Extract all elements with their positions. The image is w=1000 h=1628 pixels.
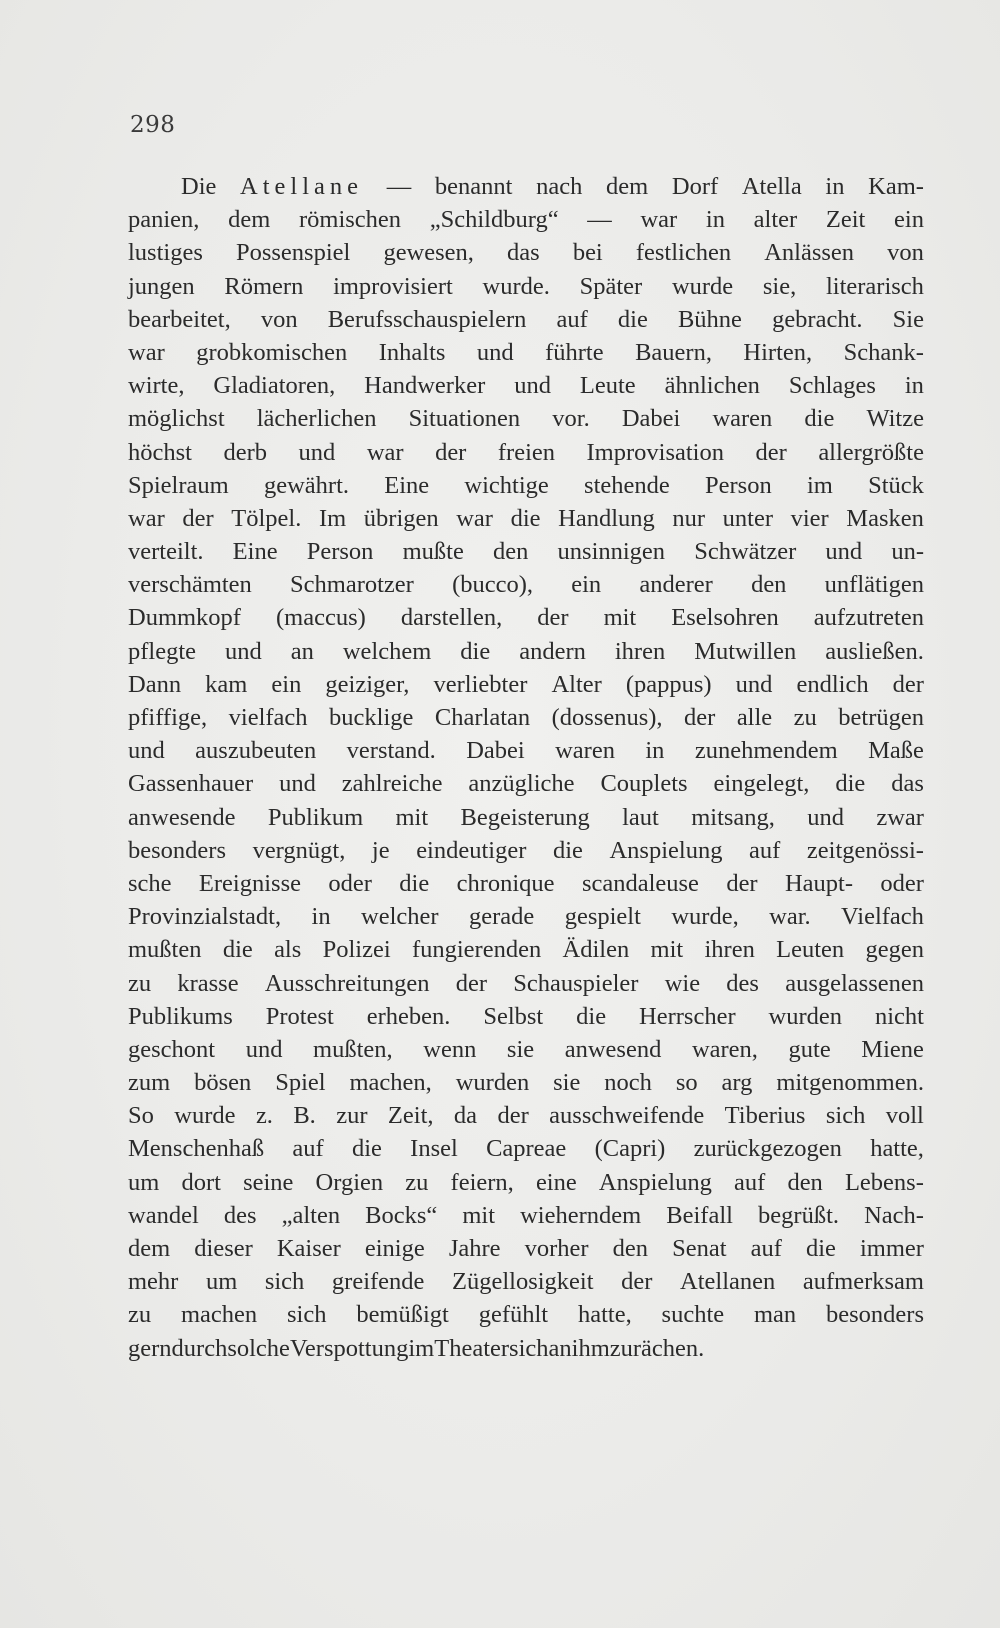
text-line: zu krasse Ausschreitungen der Schauspieler wie des ausgelassenen — [128, 969, 924, 997]
text-line: pflegte und an welchem die andern ihren Mutwillen ausließen. — [128, 637, 924, 665]
text-line: Die Atellane — benannt nach dem Dorf Atella in Kam- — [181, 173, 924, 200]
text-line: lustiges Possenspiel gewesen, das bei festlichen Anlässen von — [128, 239, 924, 267]
text-line: jungen Römern improvisiert wurde. Später wurde sie, literarisch — [128, 272, 924, 300]
text-line: und auszubeuten verstand. Dabei waren in zunehmendem Maße — [128, 737, 924, 765]
text-line: höchst derb und war der freien Improvisation der allergrößte — [128, 438, 924, 466]
text-line: möglichst lächerlichen Situationen vor. Dabei waren die Witze — [128, 405, 924, 433]
text-line: Menschenhaß auf die Insel Capreae (Capri) zurückgezogen hatte, — [128, 1135, 924, 1163]
text-line: panien, dem römischen „Schildburg“ — war in alter Zeit ein — [128, 206, 924, 234]
text-line: Provinzialstadt, in welcher gerade gespielt wurde, war. Vielfach — [128, 903, 924, 931]
text-line: zu machen sich bemüßigt gefühlt hatte, suchte man besonders — [128, 1301, 924, 1329]
text-line: anwesende Publikum mit Begeisterung laut mitsang, und zwar — [128, 803, 924, 831]
text-line: So wurde z. B. zur Zeit, da der ausschweifende Tiberius sich voll — [128, 1102, 924, 1130]
text-line: zum bösen Spiel machen, wurden sie noch so arg mitgenommen. — [128, 1069, 924, 1097]
text-line: bearbeitet, von Berufsschauspielern auf die Bühne gebracht. Sie — [128, 305, 924, 333]
text-line: geschont und mußten, wenn sie anwesend waren, gute Miene — [128, 1035, 924, 1063]
text-line: Publikums Protest erheben. Selbst die Herrscher wurden nicht — [128, 1002, 924, 1030]
page-number: 298 — [130, 112, 176, 138]
text-line: war der Tölpel. Im übrigen war die Handlung nur unter vier Masken — [128, 504, 924, 532]
text-line: Gassenhauer und zahlreiche anzügliche Couplets eingelegt, die das — [128, 770, 924, 798]
text-line: verteilt. Eine Person mußte den unsinnigen Schwätzer und un- — [128, 538, 924, 566]
text-line: sche Ereignisse oder die chronique scandaleuse der Haupt- oder — [128, 869, 924, 897]
text-line: um dort seine Orgien zu feiern, eine Anspielung auf den Lebens- — [128, 1168, 924, 1196]
text-line: mußten die als Polizei fungierenden Ädilen mit ihren Leuten gegen — [128, 936, 924, 964]
text-line: verschämten Schmarotzer (bucco), ein anderer den unflätigen — [128, 571, 924, 599]
body-paragraph — [128, 170, 924, 1365]
text-line: wandel des „alten Bocks“ mit wieherndem Beifall begrüßt. Nach- — [128, 1201, 924, 1229]
text-line: Spielraum gewährt. Eine wichtige stehende Person im Stück — [128, 471, 924, 499]
text-line: gern durch solche Verspottung im Theater sich an ihm zu rächen. — [128, 1334, 705, 1362]
text-line: dem dieser Kaiser einige Jahre vorher den Senat auf die immer — [128, 1235, 924, 1262]
text-line: besonders vergnügt, je eindeutiger die Anspielung auf zeitgenössi- — [128, 836, 924, 864]
text-line: mehr um sich greifende Zügellosigkeit der Atellanen aufmerksam — [128, 1268, 924, 1296]
text-line: Dann kam ein geiziger, verliebter Alter (pappus) und endlich der — [128, 670, 924, 698]
text-line: wirte, Gladiatoren, Handwerker und Leute ähnlichen Schlages in — [128, 372, 924, 400]
text-line: pfiffige, vielfach bucklige Charlatan (dossenus), der alle zu betrügen — [128, 704, 924, 731]
text-line: war grobkomischen Inhalts und führte Bauern, Hirten, Schank- — [128, 338, 924, 366]
text-line: Dummkopf (maccus) darstellen, der mit Eselsohren aufzutreten — [128, 604, 924, 632]
